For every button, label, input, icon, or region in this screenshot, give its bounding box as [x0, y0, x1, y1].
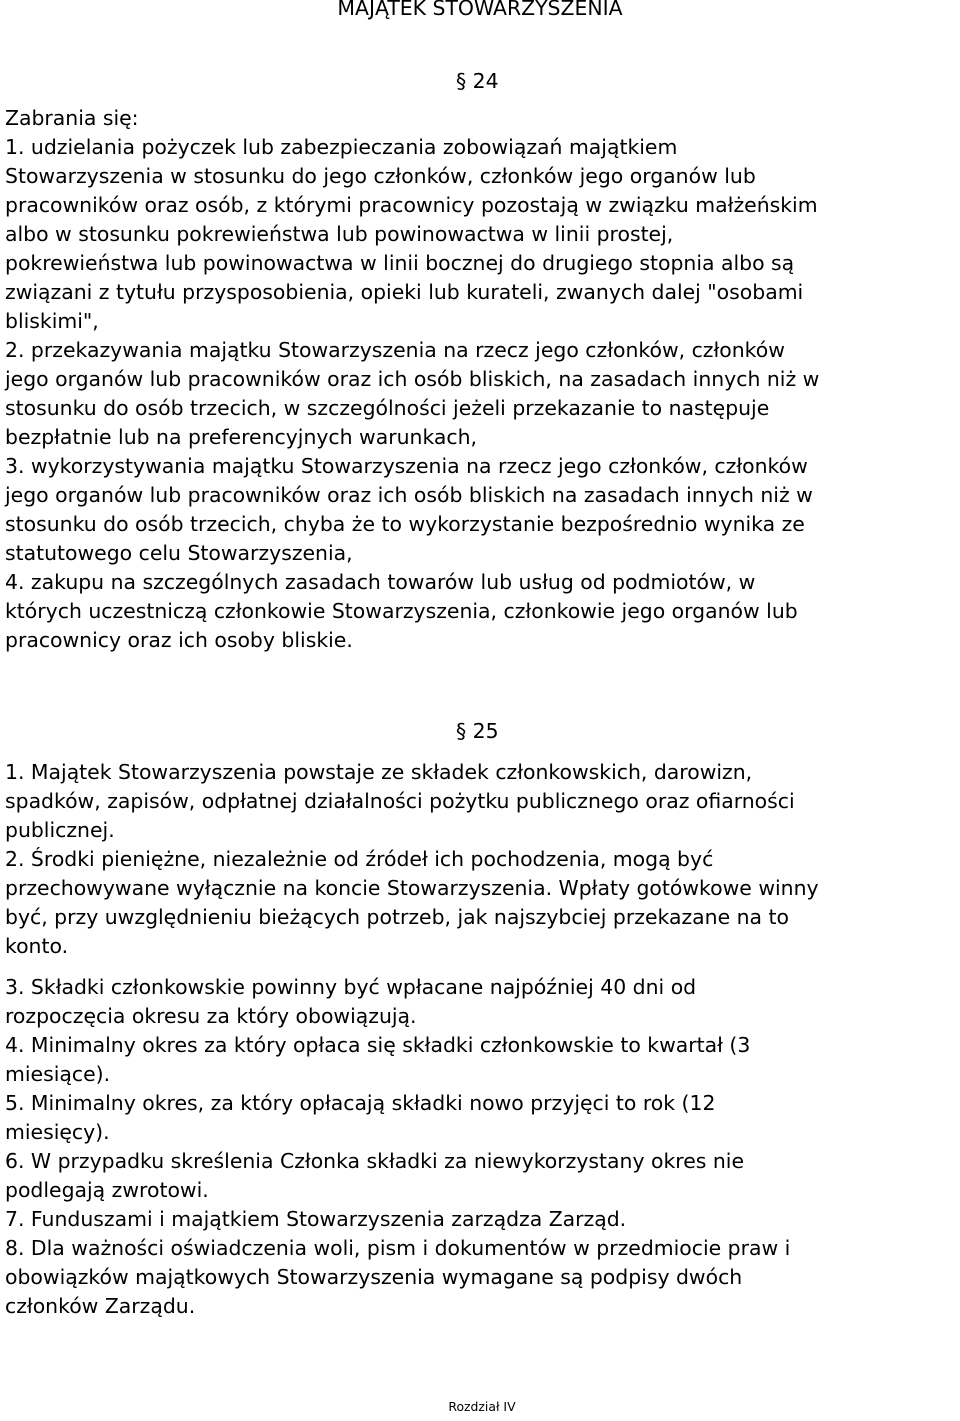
- text-line: 8. Dla ważności oświadczenia woli, pism i dokumentów w przedmiocie praw i: [5, 1236, 791, 1260]
- chapter-heading: Rozdział IV: [448, 1399, 516, 1414]
- section-25-body-part-2: [5, 973, 955, 1321]
- text-line: bezpłatnie lub na preferencyjnych warunkach,: [5, 425, 478, 449]
- section-24-heading: § 24: [456, 69, 499, 93]
- text-line: publicznej.: [5, 818, 115, 842]
- text-line: rozpoczęcia okresu za który obowiązują.: [5, 1004, 417, 1028]
- text-line: 4. Minimalny okres za który opłaca się składki członkowskie to kwartał (3: [5, 1033, 751, 1057]
- text-line: jego organów lub pracowników oraz ich osób bliskich, na zasadach innych niż w: [5, 367, 820, 391]
- text-line: miesiące).: [5, 1062, 111, 1086]
- text-line: stosunku do osób trzecich, w szczególności jeżeli przekazanie to następuje: [5, 396, 770, 420]
- text-line: 1. Majątek Stowarzyszenia powstaje ze składek członkowskich, darowizn,: [5, 760, 753, 784]
- text-line: członków Zarządu.: [5, 1294, 196, 1318]
- text-line: Zabrania się:: [5, 106, 139, 130]
- text-line: 7. Funduszami i majątkiem Stowarzyszenia zarządza Zarząd.: [5, 1207, 627, 1231]
- text-line: podlegają zwrotowi.: [5, 1178, 209, 1202]
- text-line: Stowarzyszenia w stosunku do jego członków, członków jego organów lub: [5, 164, 756, 188]
- text-line: stosunku do osób trzecich, chyba że to wykorzystanie bezpośrednio wynika ze: [5, 512, 805, 536]
- text-line: 4. zakupu na szczególnych zasadach towarów lub usług od podmiotów, w: [5, 570, 756, 594]
- text-line: statutowego celu Stowarzyszenia,: [5, 541, 353, 565]
- text-line: być, przy uwzględnieniu bieżących potrzeb, jak najszybciej przekazane na to: [5, 905, 789, 929]
- text-line: 1. udzielania pożyczek lub zabezpieczania zobowiązań majątkiem: [5, 135, 678, 159]
- section-24-body: [5, 104, 955, 655]
- text-line: pokrewieństwa lub powinowactwa w linii bocznej do drugiego stopnia albo są: [5, 251, 795, 275]
- text-line: pracowników oraz osób, z którymi pracownicy pozostają w związku małżeńskim: [5, 193, 818, 217]
- text-line: 6. W przypadku skreślenia Członka składki za niewykorzystany okres nie: [5, 1149, 744, 1173]
- text-line: 3. wykorzystywania majątku Stowarzyszenia na rzecz jego członków, członków: [5, 454, 808, 478]
- section-25-heading: § 25: [456, 719, 499, 743]
- text-line: jego organów lub pracowników oraz ich osób bliskich na zasadach innych niż w: [5, 483, 813, 507]
- text-line: spadków, zapisów, odpłatnej działalności pożytku publicznego oraz ofiarności: [5, 789, 795, 813]
- text-line: miesięcy).: [5, 1120, 110, 1144]
- text-line: pracownicy oraz ich osoby bliskie.: [5, 628, 353, 652]
- text-line: albo w stosunku pokrewieństwa lub powinowactwa w linii prostej,: [5, 222, 674, 246]
- text-line: przechowywane wyłącznie na koncie Stowarzyszenia. Wpłaty gotówkowe winny: [5, 876, 819, 900]
- text-line: 3. Składki członkowskie powinny być wpłacane najpóźniej 40 dni od: [5, 975, 697, 999]
- text-line: konto.: [5, 934, 69, 958]
- text-line: związani z tytułu przysposobienia, opieki lub kurateli, zwanych dalej "osobami: [5, 280, 804, 304]
- text-line: 5. Minimalny okres, za który opłacają składki nowo przyjęci to rok (12: [5, 1091, 716, 1115]
- text-line: bliskimi",: [5, 309, 99, 333]
- text-line: których uczestniczą członkowie Stowarzyszenia, członkowie jego organów lub: [5, 599, 798, 623]
- text-line: 2. przekazywania majątku Stowarzyszenia na rzecz jego członków, członków: [5, 338, 785, 362]
- chapter-title: MAJĄTEK STOWARZYSZENIA: [337, 0, 623, 20]
- text-line: obowiązków majątkowych Stowarzyszenia wymagane są podpisy dwóch: [5, 1265, 743, 1289]
- text-line: 2. Środki pieniężne, niezależnie od źródeł ich pochodzenia, mogą być: [5, 847, 714, 871]
- section-25-body-part-1: [5, 758, 955, 961]
